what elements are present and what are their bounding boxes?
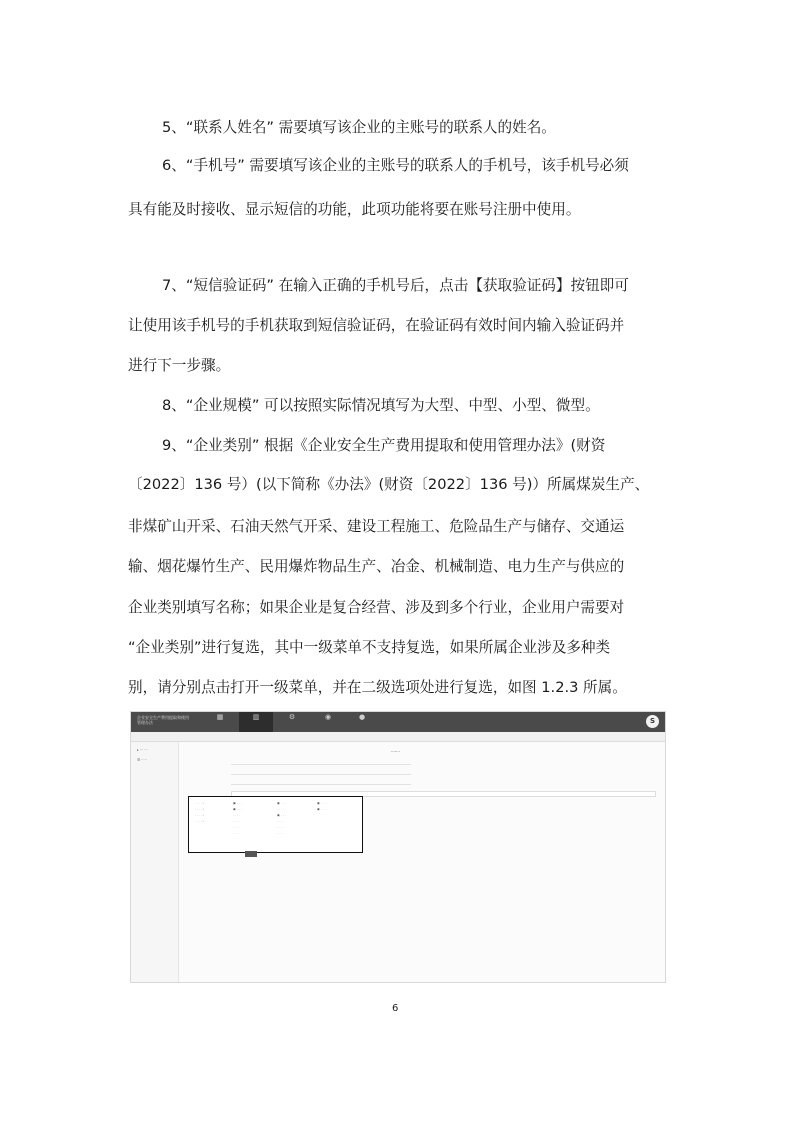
sidebar-item[interactable]: ▸ ··· ··· bbox=[137, 748, 148, 752]
app-logo: 企业安全生产费用提取和使用管理办法 bbox=[137, 715, 189, 725]
nav-item-3[interactable] bbox=[275, 712, 309, 732]
figure-screenshot bbox=[130, 711, 666, 983]
paragraph-7-line-1: 7、“短信验证码” 在输入正确的手机号后，点击【获取验证码】按钮即可 bbox=[162, 277, 629, 294]
form-title: ······· bbox=[391, 749, 400, 754]
paragraph-8: 8、“企业规模” 可以按照实际情况填写为大型、中型、小型、微型。 bbox=[162, 397, 600, 414]
form-field[interactable] bbox=[231, 764, 411, 765]
paragraph-9-line-3: 非煤矿山开采、石油天然气开采、建设工程施工、危险品生产与储存、交通运 bbox=[128, 518, 625, 535]
settings-icon: ⚙ bbox=[288, 713, 296, 721]
paragraph-7-line-2: 让使用该手机号的手机获取到短信验证码，在验证码有效时间内输入验证码并 bbox=[128, 317, 625, 334]
nav-item-1[interactable] bbox=[203, 712, 237, 732]
category-level2-list-a: ▣ · · · ▣ · · · · · · · · · · · · · · · · · · · bbox=[233, 801, 242, 835]
paragraph-7-line-3: 进行下一步骤。 bbox=[128, 357, 231, 374]
paragraph-5: 5、“联系人姓名” 需要填写该企业的主账号的联系人的姓名。 bbox=[162, 119, 556, 136]
paragraph-9-line-2: 〔2022〕136 号）(以下简称《办法》(财资〔2022〕136 号)）所属煤炭生产、 bbox=[128, 476, 650, 493]
paragraph-6-line-1: 6、“手机号” 需要填写该企业的主账号的联系人的手机号，该手机号必须 bbox=[162, 157, 629, 174]
page-number: 6 bbox=[392, 1003, 399, 1014]
paragraph-9-line-4: 输、烟花爆竹生产、民用爆炸物品生产、冶金、机械制造、电力生产与供应的 bbox=[128, 558, 625, 575]
app-sidebar bbox=[131, 742, 179, 982]
form-field[interactable] bbox=[231, 784, 411, 785]
paragraph-6-line-2: 具有能及时接收、显示短信的功能，此项功能将要在账号注册中使用。 bbox=[128, 201, 581, 218]
app-subbar bbox=[131, 732, 665, 742]
nav-item-4[interactable] bbox=[311, 712, 345, 732]
paragraph-9-line-6: “企业类别”进行复选，其中一级菜单不支持复选，如果所属企业涉及多种类 bbox=[128, 639, 611, 656]
category-dropdown-popup[interactable] bbox=[188, 796, 363, 853]
app-topbar bbox=[131, 712, 665, 732]
category-level1-list: · · · · › · · · · › · · · · › · · · · › bbox=[195, 801, 204, 823]
paragraph-9-line-5: 企业类别填写名称；如果企业是复合经营、涉及到多个行业，企业用户需要对 bbox=[128, 599, 625, 616]
grid-icon: ▦ bbox=[216, 713, 224, 721]
user-circle-icon: ◉ bbox=[324, 713, 332, 721]
nav-item-2[interactable] bbox=[239, 712, 273, 732]
nav-item-5[interactable] bbox=[345, 712, 379, 732]
category-level2-list-c: ▣ · · · · ▣ · · · · bbox=[317, 801, 328, 811]
category-level2-list-b: ▣ · · · · · · · ▣ · · · · · · · · · · · · · · · bbox=[277, 801, 286, 835]
paragraph-9-line-7: 别，请分别点击打开一级菜单，并在二级选项处进行复选，如图 1.2.3 所属。 bbox=[128, 679, 627, 696]
sidebar-item[interactable]: ☰ ····· bbox=[137, 758, 147, 762]
chart-icon: ▥ bbox=[252, 713, 260, 721]
info-icon: ● bbox=[358, 713, 366, 721]
paragraph-9-line-1: 9、“企业类别” 根据《企业安全生产费用提取和使用管理办法》(财资 bbox=[162, 437, 606, 454]
user-avatar[interactable]: S bbox=[646, 715, 659, 728]
form-field[interactable] bbox=[231, 774, 411, 775]
confirm-button[interactable] bbox=[245, 851, 257, 857]
